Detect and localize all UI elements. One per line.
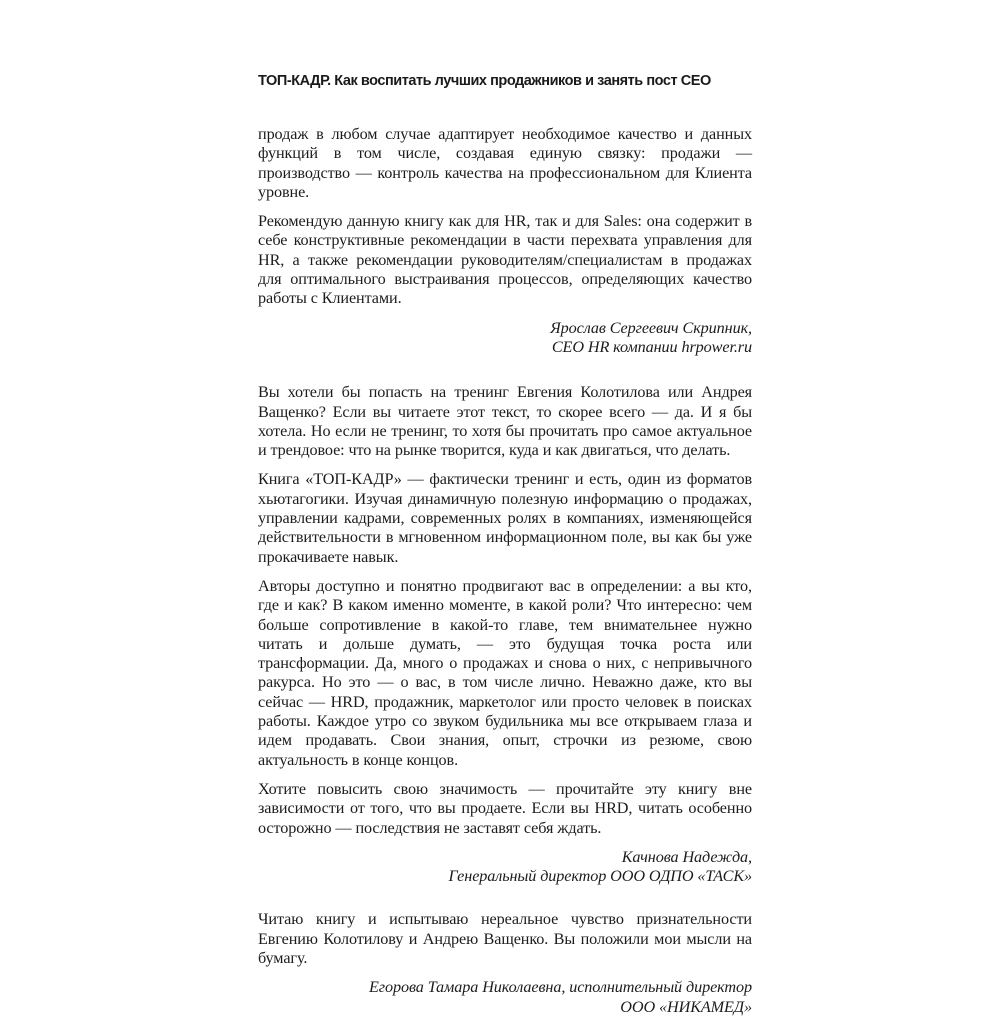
signature (258, 848, 752, 887)
paragraph: Рекомендую данную книгу как для HR, так и для Sales: она содержит в себе конструктивные рекомендации в части перехвата управления для HR, а также рекомендации руководителям/специалистам в продажах для оптимального выстраивания процессов, определяющих качество работы с Клиентами. (258, 212, 752, 308)
paragraph: продаж в любом случае адаптирует необходимое качество и данных функций в том числе, создавая единую связку: продажи — производство — контроль качества на профессиональном для Клиента уровне. (258, 125, 752, 201)
review-kachnova (258, 383, 752, 886)
review-egorova (258, 910, 752, 1016)
signature-title: ООО «НИКАМЕД» (620, 997, 752, 1016)
signature-title: CEO HR компании hrpower.ru (551, 337, 752, 356)
paragraph: Авторы доступно и понятно продвигают вас в определении: а вы кто, где и как? В каком именно моменте, в какой роли? Что интересно: чем больше сопротивление в какой-то главе, тем внимательнее нужно читать и дольше думать, — это будущая точка роста или трансформации. Да, много о продажах и снова о них, с непривычного ракурса. Но это — о вас, в том числе лично. Неважно даже, кто вы сейчас — HRD, продажник, маркетолог или просто человек в поисках работы. Каждое утро со звуком будильника мы все открываем глаза и идем продавать. Свои знания, опыт, строчки из резюме, свою актуальность в конце концов. (258, 576, 752, 769)
paragraph: Хотите повысить свою значимость — прочитайте эту книгу вне зависимости от того, что вы продаете. Если вы HRD, читать особенно осторожно — последствия не заставят себя ждать. (258, 779, 752, 837)
running-header: ТОП-КАДР. Как воспитать лучших продажников и занять пост CEO (258, 73, 711, 89)
page-body (258, 125, 752, 1017)
book-page (258, 0, 752, 1016)
signature (258, 319, 752, 358)
section-gap (258, 357, 752, 383)
paragraph: Вы хотели бы попасть на тренинг Евгения Колотилова или Андрея Ващенко? Если вы читаете этот текст, то скорее всего — да. И я бы хотела. Но если не тренинг, то хотя бы прочитать про самое актуальное и трендовое: что на рынке творится, куда и как двигаться, что делать. (258, 383, 752, 460)
paragraph: Читаю книгу и испытываю нереальное чувство признательности Евгению Колотилову и Андрею Ващенко. Вы положили мои мысли на бумагу. (258, 910, 752, 967)
section-gap (258, 886, 752, 910)
signature-name: Егорова Тамара Николаевна, исполнительный директор (369, 978, 752, 997)
signature (258, 978, 752, 1017)
review-skripnik (258, 125, 752, 357)
signature-name: Ярослав Сергеевич Скрипник, (550, 318, 752, 337)
signature-title: Генеральный директор ООО ОДПО «ТАСК» (448, 867, 752, 886)
signature-name: Качнова Надежда, (621, 847, 752, 866)
paragraph: Книга «ТОП-КАДР» — фактически тренинг и есть, один из форматов хьютагогики. Изучая динамичную полезную информацию о продажах, управлении кадрами, современных ролях в компаниях, изменяющейся действительности в мгновенном информационном поле, вы как бы уже прокачиваете навык. (258, 470, 752, 566)
